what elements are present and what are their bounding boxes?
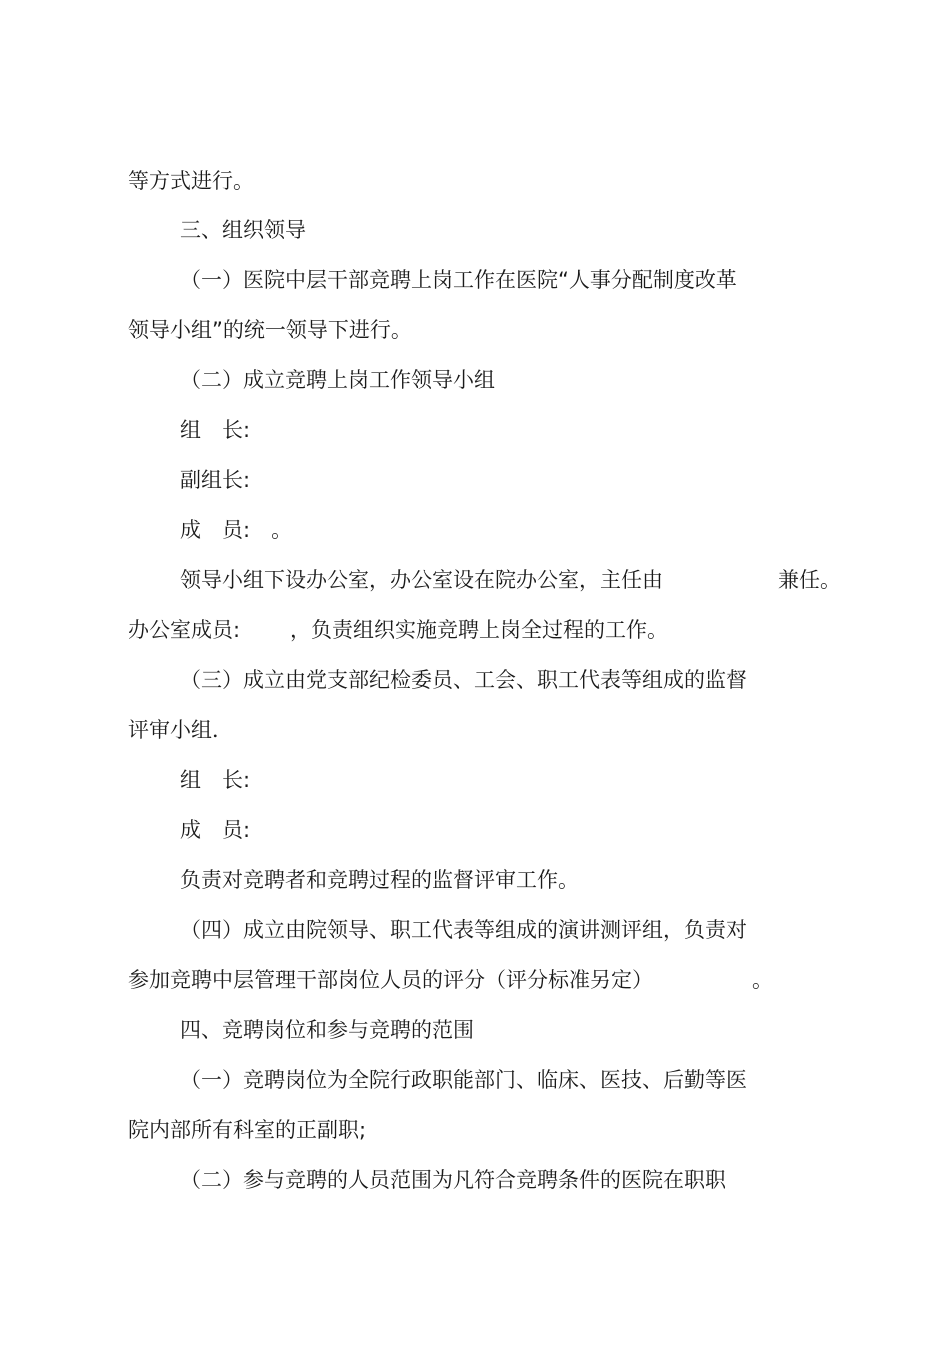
text-line: 兼任。 — [778, 568, 841, 592]
text-line: 副组长: — [180, 468, 251, 492]
text-line: （三）成立由党支部纪检委员、工会、职工代表等组成的监督 — [180, 668, 747, 692]
text-line: 等方式进行。 — [128, 169, 254, 193]
text-line: 负责对竞聘者和竞聘过程的监督评审工作。 — [180, 868, 579, 892]
text-line: （一）医院中层干部竞聘上岗工作在医院“人事分配制度改革 — [180, 268, 737, 292]
text-line: 领导小组”的统一领导下进行。 — [128, 318, 412, 342]
text-line: 成 员: — [180, 818, 251, 842]
text-line: （二）成立竞聘上岗工作领导小组 — [180, 368, 495, 392]
text-line: （一）竞聘岗位为全院行政职能部门、临床、医技、后勤等医 — [180, 1068, 747, 1092]
text-line: 组 长: — [180, 418, 251, 442]
text-line: 评审小组． — [128, 718, 233, 742]
text-line: 办公室成员: — [128, 618, 241, 642]
text-line: （二）参与竞聘的人员范围为凡符合竞聘条件的医院在职职 — [180, 1168, 726, 1192]
section-heading: 三、组织领导 — [180, 218, 306, 242]
text-line: ，负责组织实施竞聘上岗全过程的工作。 — [290, 618, 668, 642]
text-line: （四）成立由院领导、职工代表等组成的演讲测评组，负责对 — [180, 918, 747, 942]
text-line: 参加竞聘中层管理干部岗位人员的评分（评分标准另定） — [128, 968, 653, 992]
text-line: 成 员: 。 — [180, 518, 293, 542]
text-line: 。 — [752, 968, 773, 992]
text-line: 组 长: — [180, 768, 251, 792]
text-line: 院内部所有科室的正副职; — [128, 1118, 367, 1142]
section-heading: 四、竞聘岗位和参与竞聘的范围 — [180, 1018, 474, 1042]
text-line: 领导小组下设办公室，办公室设在院办公室，主任由 — [180, 568, 663, 592]
